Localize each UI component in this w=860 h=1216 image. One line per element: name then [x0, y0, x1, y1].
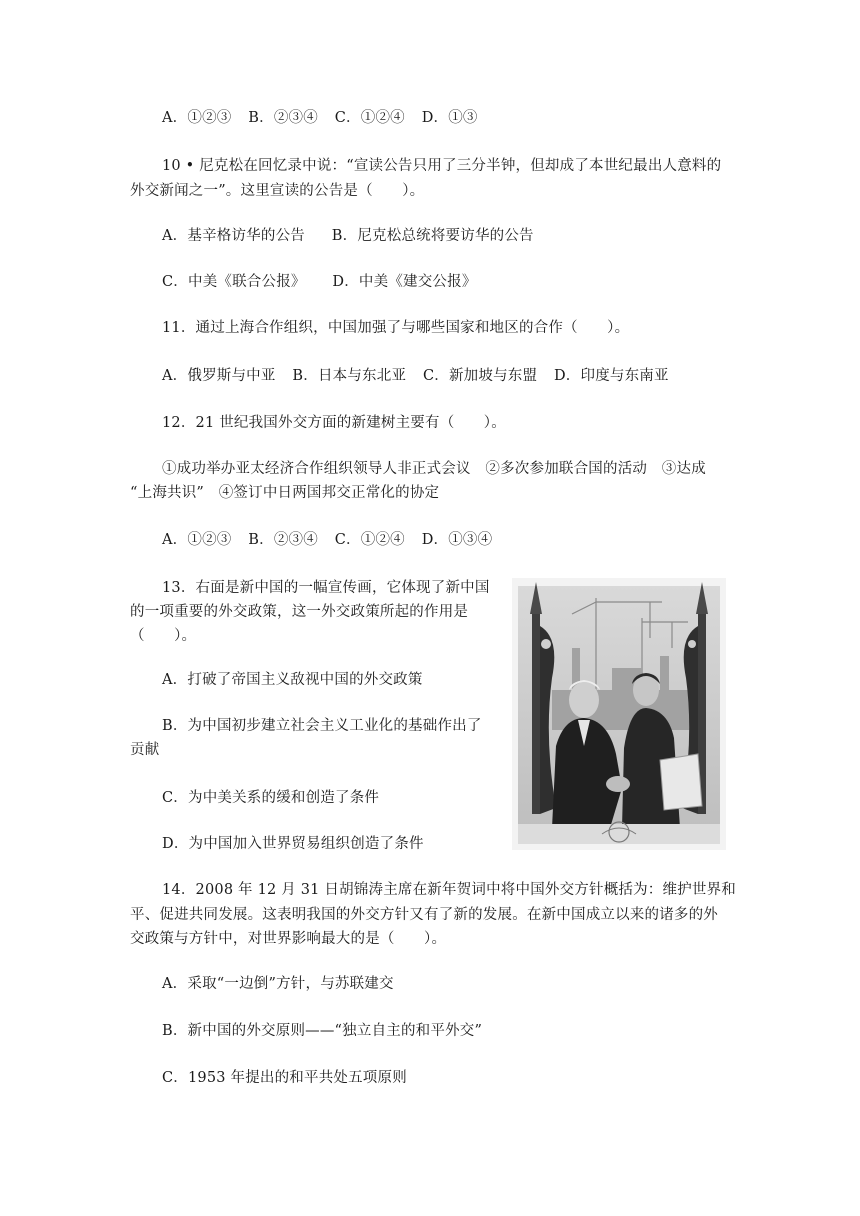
q10-stem-line1: 10 • 尼克松在回忆录中说：“宣读公告只用了三分半钟，但却成了本世纪最出人意料的	[162, 158, 722, 174]
q9-option-d: D．①③	[421, 110, 478, 126]
q14-option-b: B．新中国的外交原则——“独立自主的和平外交”	[162, 1023, 483, 1039]
q10-options-row2	[162, 272, 477, 292]
q11-stem: 11．通过上海合作组织，中国加强了与哪些国家和地区的合作（ ）。	[162, 320, 630, 336]
q14-option-c: C．1953 年提出的和平共处五项原则	[162, 1070, 407, 1086]
q11-option-d: D．印度与东南亚	[553, 368, 669, 384]
q13-option-d: D．为中国加入世界贸易组织创造了条件	[162, 836, 424, 852]
q14-stem-line2: 平、促进共同发展。这表明我国的外交方针又有了新的发展。在新中国成立以来的诸多的外	[130, 907, 718, 923]
q13-option-a: A．打破了帝国主义敌视中国的外交政策	[162, 672, 423, 688]
q12-items-line1: ①成功举办亚太经济合作组织领导人非正式会议 ②多次参加联合国的活动 ③达成	[162, 461, 706, 477]
q13-stem-line2: 的一项重要的外交政策，这一外交政策所起的作用是	[130, 604, 469, 620]
q10-option-a: A．基辛格访华的公告	[162, 228, 305, 244]
q10-option-b: B．尼克松总统将要访华的公告	[331, 228, 534, 244]
q9-option-b: B．②③④	[248, 110, 318, 126]
q14-stem-line1: 14．2008 年 12 月 31 日胡锦涛主席在新年贺词中将中国外交方针概括为：维护世界和	[162, 882, 736, 898]
q12-option-d: D．①③④	[421, 532, 493, 548]
q12-option-c: C．①②④	[334, 532, 405, 548]
q13-option-b-line2: 贡献	[130, 742, 160, 758]
q9-options	[162, 108, 478, 128]
propaganda-poster-image	[512, 578, 726, 850]
q13-stem-line3: （ ）。	[130, 628, 197, 644]
q12-option-a: A．①②③	[162, 532, 232, 548]
q11-options	[162, 366, 669, 386]
q12-stem: 12．21 世纪我国外交方面的新建树主要有（ ）。	[162, 415, 506, 431]
q12-items-line2: “上海共识” ④签订中日两国邦交正常化的协定	[130, 485, 440, 501]
q9-option-a: A．①②③	[162, 110, 232, 126]
q10-option-d: D．中美《建交公报》	[332, 274, 477, 290]
q14-option-a: A．采取“一边倒”方针，与苏联建交	[162, 976, 394, 992]
q14-stem-line3: 交政策与方针中，对世界影响最大的是（ ）。	[130, 931, 447, 947]
q13-option-b-line1: B．为中国初步建立社会主义工业化的基础作出了	[162, 718, 482, 734]
q11-option-c: C．新加坡与东盟	[422, 368, 538, 384]
q10-stem-line2: 外交新闻之一”。这里宣读的公告是（ ）。	[130, 183, 425, 199]
q11-option-a: A．俄罗斯与中亚	[162, 368, 276, 384]
q10-option-c: C．中美《联合公报》	[162, 274, 306, 290]
q11-option-b: B．日本与东北亚	[292, 368, 407, 384]
q9-option-c: C．①②④	[334, 110, 405, 126]
q10-options-row1	[162, 226, 534, 246]
q12-options	[162, 530, 492, 550]
q13-option-c: C．为中美关系的缓和创造了条件	[162, 790, 380, 806]
q13-stem-line1: 13．右面是新中国的一幅宣传画，它体现了新中国	[162, 580, 490, 596]
q12-option-b: B．②③④	[248, 532, 318, 548]
